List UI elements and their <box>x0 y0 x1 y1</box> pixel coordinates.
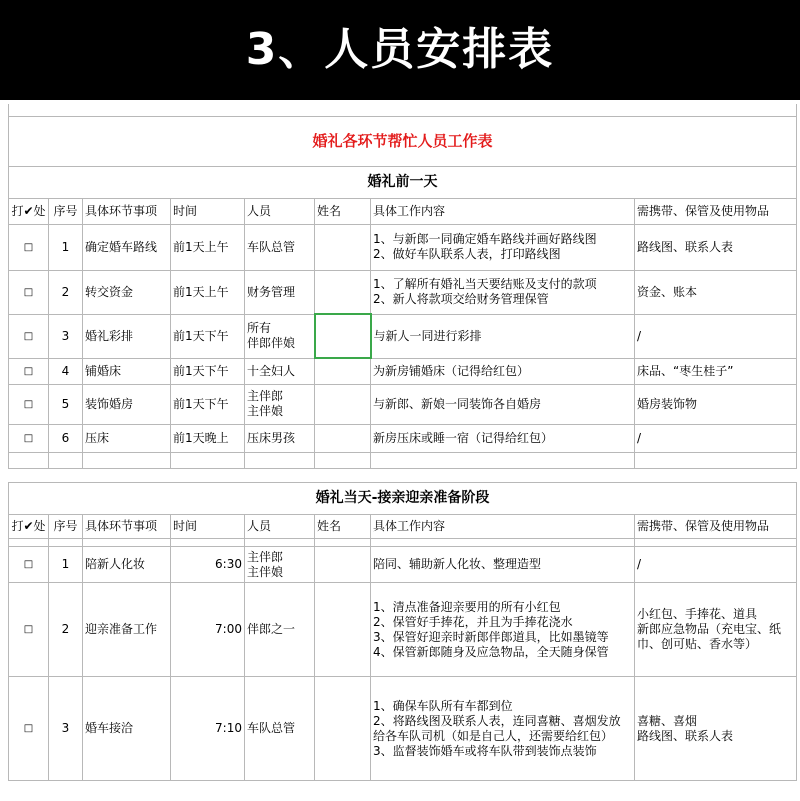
row-time: 7:00 <box>171 583 245 677</box>
header-no: 序号 <box>49 515 83 539</box>
row-content: 1、确保车队所有车都到位 2、将路线图及联系人表，连同喜糖、喜烟发放给各车队司机（如是自己人，还需要给红包） 3、监督装饰婚车或将车队带到装饰点装饰 <box>371 677 635 781</box>
row-staff: 所有 伴郎伴娘 <box>245 314 315 358</box>
document-title: 婚礼各环节帮忙人员工作表 <box>9 116 797 166</box>
row-item: 陪新人化妆 <box>83 547 171 583</box>
row-content: 1、清点准备迎亲要用的所有小红包 2、保管好手捧花，并且为手捧花浇水 3、保管好迎亲时新郎伴郎道具，比如墨镜等 4、保管新郎随身及应急物品，全天随身保管 <box>371 583 635 677</box>
row-no: 1 <box>49 547 83 583</box>
header-item: 具体环节事项 <box>83 198 171 224</box>
header-items: 需携带、保管及使用物品 <box>635 515 797 539</box>
row-staff: 财务管理 <box>245 270 315 314</box>
row-staff: 压床男孩 <box>245 424 315 452</box>
row-time: 前1天下午 <box>171 358 245 384</box>
table-row <box>9 677 797 781</box>
row-item: 迎亲准备工作 <box>83 583 171 677</box>
table-row <box>9 358 797 384</box>
row-staff: 车队总管 <box>245 677 315 781</box>
row-items: 床品、“枣生桂子” <box>635 358 797 384</box>
row-no: 2 <box>49 583 83 677</box>
row-items: 喜糖、喜烟 路线图、联系人表 <box>635 677 797 781</box>
checkbox[interactable]: □ <box>9 270 49 314</box>
row-name-cell[interactable] <box>315 583 371 677</box>
checkbox[interactable]: □ <box>9 677 49 781</box>
row-item: 压床 <box>83 424 171 452</box>
row-no: 3 <box>49 314 83 358</box>
checkbox[interactable]: □ <box>9 224 49 270</box>
top-gap-row <box>9 104 797 116</box>
table-row <box>9 270 797 314</box>
row-name-cell[interactable] <box>315 547 371 583</box>
row-items: / <box>635 547 797 583</box>
schedule-table-wedding-day <box>8 482 797 781</box>
header-row <box>9 515 797 539</box>
row-item: 婚车接洽 <box>83 677 171 781</box>
row-time: 前1天下午 <box>171 314 245 358</box>
row-name-cell[interactable] <box>315 270 371 314</box>
section-title-day-before: 婚礼前一天 <box>9 166 797 198</box>
row-content: 1、了解所有婚礼当天要结账及支付的款项 2、新人将款项交给财务管理保管 <box>371 270 635 314</box>
row-item: 装饰婚房 <box>83 384 171 424</box>
row-item: 确定婚车路线 <box>83 224 171 270</box>
row-staff: 主伴郎 主伴娘 <box>245 384 315 424</box>
header-staff: 人员 <box>245 515 315 539</box>
table-row <box>9 224 797 270</box>
row-items: 婚房装饰物 <box>635 384 797 424</box>
header-check: 打✔处 <box>9 198 49 224</box>
checkbox[interactable]: □ <box>9 384 49 424</box>
row-name-cell[interactable] <box>315 224 371 270</box>
row-items: 小红包、手捧花、道具 新郎应急物品（充电宝、纸巾、创可贴、香水等） <box>635 583 797 677</box>
banner-title: 3、人员安排表 <box>245 24 555 75</box>
row-items: / <box>635 314 797 358</box>
row-no: 3 <box>49 677 83 781</box>
row-time: 6:30 <box>171 547 245 583</box>
row-items: / <box>635 424 797 452</box>
checkbox[interactable]: □ <box>9 547 49 583</box>
row-no: 5 <box>49 384 83 424</box>
row-content: 陪同、辅助新人化妆、整理造型 <box>371 547 635 583</box>
section-title-wedding-day: 婚礼当天-接亲迎亲准备阶段 <box>9 483 797 515</box>
document-title-row <box>9 116 797 166</box>
header-name: 姓名 <box>315 198 371 224</box>
table-row <box>9 547 797 583</box>
row-items: 资金、账本 <box>635 270 797 314</box>
header-row <box>9 198 797 224</box>
table-row <box>9 384 797 424</box>
row-time: 前1天上午 <box>171 270 245 314</box>
row-no: 4 <box>49 358 83 384</box>
table-row <box>9 424 797 452</box>
row-content: 为新房铺婚床（记得给红包） <box>371 358 635 384</box>
row-time: 7:10 <box>171 677 245 781</box>
checkbox[interactable]: □ <box>9 424 49 452</box>
section-title-row <box>9 166 797 198</box>
section-title-row <box>9 483 797 515</box>
row-no: 2 <box>49 270 83 314</box>
header-content: 具体工作内容 <box>371 515 635 539</box>
row-content: 1、与新郎一同确定婚车路线并画好路线图 2、做好车队联系人表，打印路线图 <box>371 224 635 270</box>
spreadsheet <box>8 104 796 801</box>
row-name-cell-selected[interactable] <box>315 314 371 358</box>
checkbox[interactable]: □ <box>9 314 49 358</box>
header-items: 需携带、保管及使用物品 <box>635 198 797 224</box>
empty-row <box>9 452 797 468</box>
banner <box>0 0 800 100</box>
row-time: 前1天晚上 <box>171 424 245 452</box>
row-item: 铺婚床 <box>83 358 171 384</box>
table-row <box>9 583 797 677</box>
row-content: 与新郎、新娘一同装饰各自婚房 <box>371 384 635 424</box>
row-time: 前1天上午 <box>171 224 245 270</box>
header-time: 时间 <box>171 515 245 539</box>
table-row <box>9 314 797 358</box>
row-item: 婚礼彩排 <box>83 314 171 358</box>
row-item: 转交资金 <box>83 270 171 314</box>
header-time: 时间 <box>171 198 245 224</box>
row-items: 路线图、联系人表 <box>635 224 797 270</box>
checkbox[interactable]: □ <box>9 358 49 384</box>
row-name-cell[interactable] <box>315 384 371 424</box>
row-name-cell[interactable] <box>315 424 371 452</box>
checkbox[interactable]: □ <box>9 583 49 677</box>
header-check: 打✔处 <box>9 515 49 539</box>
header-name: 姓名 <box>315 515 371 539</box>
row-staff: 主伴郎 主伴娘 <box>245 547 315 583</box>
row-name-cell[interactable] <box>315 677 371 781</box>
header-no: 序号 <box>49 198 83 224</box>
header-staff: 人员 <box>245 198 315 224</box>
row-content: 新房压床或睡一宿（记得给红包） <box>371 424 635 452</box>
row-no: 6 <box>49 424 83 452</box>
row-no: 1 <box>49 224 83 270</box>
row-staff: 十全妇人 <box>245 358 315 384</box>
row-staff: 伴郎之一 <box>245 583 315 677</box>
row-name-cell[interactable] <box>315 358 371 384</box>
row-staff: 车队总管 <box>245 224 315 270</box>
header-item: 具体环节事项 <box>83 515 171 539</box>
schedule-table-day-before <box>8 104 797 469</box>
row-content: 与新人一同进行彩排 <box>371 314 635 358</box>
empty-row <box>9 539 797 547</box>
header-content: 具体工作内容 <box>371 198 635 224</box>
row-time: 前1天下午 <box>171 384 245 424</box>
